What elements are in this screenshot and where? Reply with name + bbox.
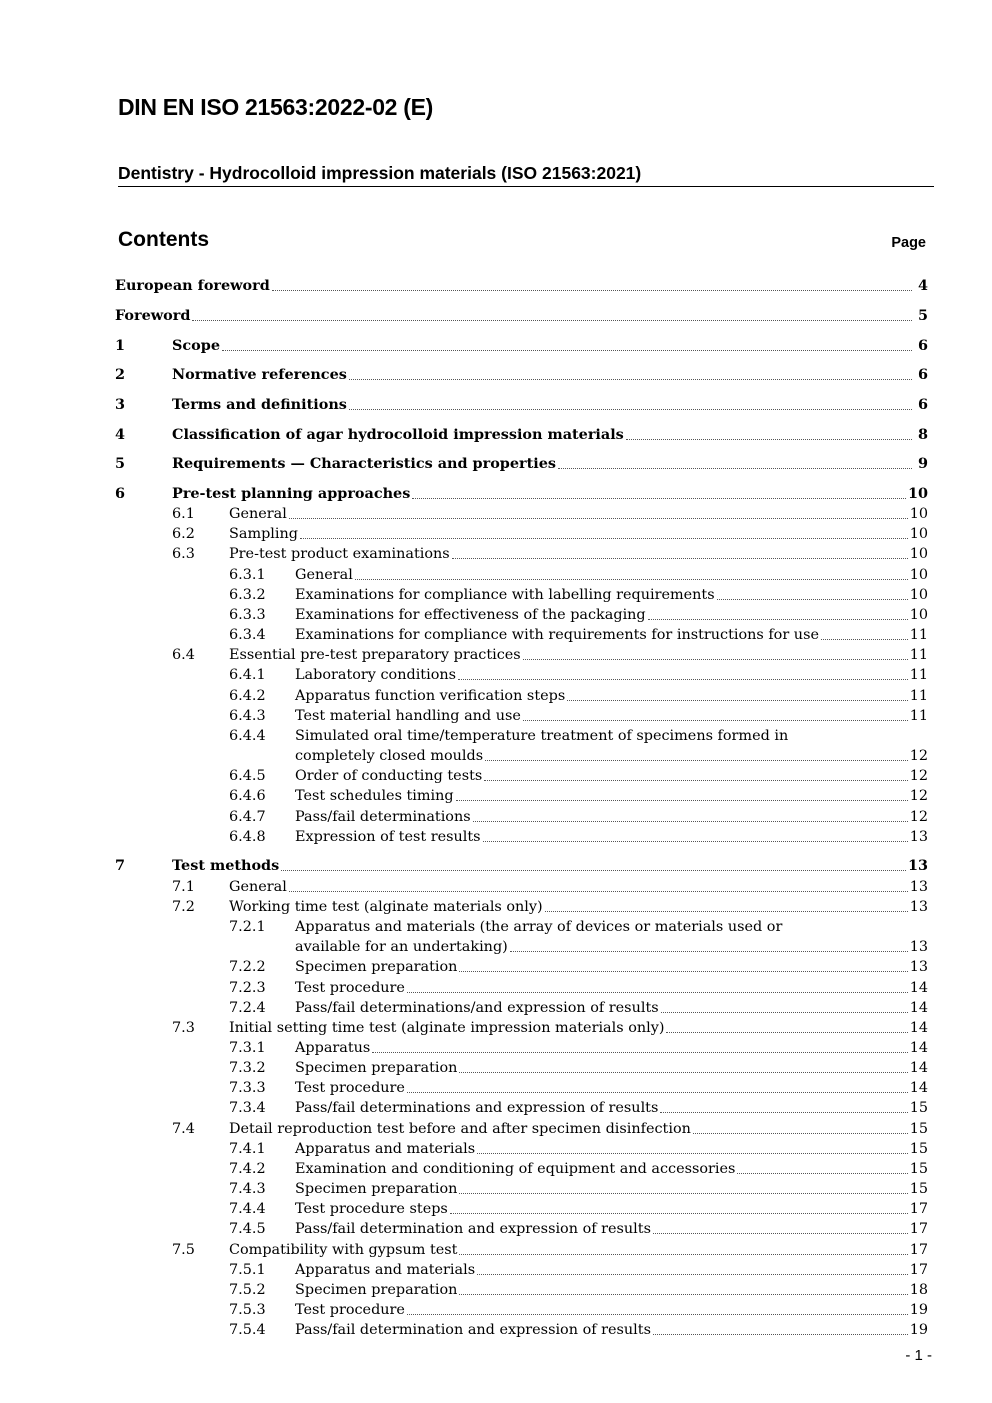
toc-entry[interactable] <box>0 1280 992 1300</box>
toc-leader-dots <box>281 870 906 871</box>
toc-entry[interactable] <box>0 454 992 474</box>
toc-entry-number: 6.4.3 <box>229 708 266 724</box>
toc-entry[interactable] <box>0 978 992 998</box>
toc-leader-dots <box>407 992 908 993</box>
toc-entry-page: 6 <box>917 396 928 413</box>
toc-entry-title: Initial setting time test (alginate impression materials only) <box>229 1020 665 1036</box>
toc-leader-dots <box>666 1032 907 1033</box>
toc-entry[interactable] <box>0 395 992 415</box>
toc-leader-dots <box>523 659 908 660</box>
toc-entry-page: 17 <box>909 1262 928 1278</box>
toc-entry-number: 7.5.4 <box>229 1322 266 1338</box>
toc-entry-number: 7.3.3 <box>229 1080 266 1096</box>
toc-entry-number: 5 <box>115 455 126 472</box>
toc-entry-page: 13 <box>909 829 928 845</box>
toc-entry-page: 11 <box>909 688 928 704</box>
toc-entry[interactable] <box>0 504 992 524</box>
toc-entry-page: 4 <box>917 277 928 294</box>
toc-entry[interactable] <box>0 1119 992 1139</box>
toc-leader-dots <box>510 951 908 952</box>
toc-leader-dots <box>456 800 908 801</box>
toc-leader-dots <box>222 350 912 351</box>
toc-entry-page: 13 <box>909 899 928 915</box>
toc-entry-page: 17 <box>909 1242 928 1258</box>
toc-entry[interactable] <box>0 1199 992 1219</box>
toc-leader-dots <box>459 1193 907 1194</box>
toc-entry[interactable] <box>0 957 992 977</box>
toc-entry-page: 13 <box>909 959 928 975</box>
toc-entry-page: 15 <box>909 1100 928 1116</box>
toc-entry[interactable] <box>0 1320 992 1340</box>
toc-entry-number: 7.5.2 <box>229 1282 266 1298</box>
toc-entry-title: Normative references <box>172 366 347 383</box>
toc-entry-title: Pass/fail determinations and expression of results <box>295 1100 659 1116</box>
toc-entry-title: Essential pre-test preparatory practices <box>229 647 521 663</box>
toc-entry-title: Specimen preparation <box>295 1060 458 1076</box>
toc-entry-title: Apparatus <box>295 1040 371 1056</box>
toc-entry-page: 6 <box>917 366 928 383</box>
toc-entry-page: 15 <box>909 1121 928 1137</box>
toc-entry-title: Compatibility with gypsum test <box>229 1242 458 1258</box>
toc-entry-title: Pass/fail determination and expression of results <box>295 1322 651 1338</box>
toc-entry-number: 7.4.5 <box>229 1221 266 1237</box>
toc-entry-title: Pre-test product examinations <box>229 546 450 562</box>
toc-entry-page: 6 <box>917 337 928 354</box>
toc-leader-dots <box>693 1133 908 1134</box>
toc-entry-number: 7 <box>115 857 126 874</box>
toc-leader-dots <box>407 1092 908 1093</box>
toc-entry-number: 6.4.2 <box>229 688 266 704</box>
toc-entry[interactable] <box>0 877 992 897</box>
toc-entry-title: Test procedure <box>295 980 405 996</box>
toc-entry-title[interactable]: Apparatus and materials (the array of devices or materials used or <box>295 919 783 935</box>
contents-heading: Contents <box>118 228 209 251</box>
toc-entry[interactable] <box>0 306 992 326</box>
toc-entry-title: Scope <box>172 337 220 354</box>
toc-leader-dots <box>626 439 912 440</box>
toc-entry-page: 11 <box>909 667 928 683</box>
toc-entry[interactable] <box>0 998 992 1018</box>
toc-entry-number: 7.4.3 <box>229 1181 266 1197</box>
toc-leader-dots <box>821 639 908 640</box>
toc-entry-page: 13 <box>909 939 928 955</box>
toc-leader-dots <box>484 780 907 781</box>
toc-leader-dots <box>459 1072 907 1073</box>
toc-entry-title: Pass/fail determinations <box>295 809 471 825</box>
toc-entry-page: 10 <box>909 567 928 583</box>
toc-leader-dots <box>523 720 908 721</box>
toc-entry-number: 7.5.1 <box>229 1262 266 1278</box>
toc-entry-title: Apparatus and materials <box>295 1262 476 1278</box>
toc-entry-title[interactable]: Simulated oral time/temperature treatment of specimens formed in <box>295 728 789 744</box>
toc-leader-dots <box>545 911 908 912</box>
toc-entry[interactable] <box>0 1018 992 1038</box>
toc-entry[interactable] <box>0 1260 992 1280</box>
toc-entry-title: Examinations for effectiveness of the packaging <box>295 607 646 623</box>
toc-entry-number: 6.3.3 <box>229 607 266 623</box>
toc-entry-title: Test schedules timing <box>295 788 454 804</box>
toc-entry[interactable] <box>0 1300 992 1320</box>
toc-entry-page: 14 <box>909 980 928 996</box>
toc-entry[interactable] <box>0 585 992 605</box>
toc-entry[interactable] <box>0 786 992 806</box>
toc-entry-title: Apparatus and materials <box>295 1141 476 1157</box>
toc-entry-number: 6.4.4 <box>229 728 266 744</box>
toc-entry-title-continued: available for an undertaking) <box>295 939 508 955</box>
toc-entry[interactable] <box>0 336 992 356</box>
toc-entry[interactable] <box>0 276 992 296</box>
toc-entry-title: Test material handling and use <box>295 708 521 724</box>
toc-entry-page: 14 <box>909 1060 928 1076</box>
toc-entry-number: 7.3.4 <box>229 1100 266 1116</box>
toc-entry[interactable] <box>0 365 992 385</box>
toc-entry-page: 13 <box>909 879 928 895</box>
toc-entry-number: 7.2 <box>172 899 195 915</box>
toc-entry[interactable] <box>0 827 992 847</box>
toc-leader-dots <box>452 558 908 559</box>
toc-leader-dots <box>459 1294 907 1295</box>
toc-leader-dots <box>485 760 908 761</box>
toc-leader-dots <box>289 518 908 519</box>
toc-entry-title: Test procedure <box>295 1302 405 1318</box>
toc-entry-page: 10 <box>909 587 928 603</box>
toc-entry-page: 18 <box>909 1282 928 1298</box>
toc-entry-title: Sampling <box>229 526 298 542</box>
toc-leader-dots <box>349 409 912 410</box>
toc-entry-page: 8 <box>917 426 928 443</box>
toc-entry-title: Requirements — Characteristics and properties <box>172 455 556 472</box>
toc-entry-number: 7.5 <box>172 1242 195 1258</box>
toc-entry[interactable] <box>0 484 992 504</box>
toc-entry-title: Terms and definitions <box>172 396 347 413</box>
toc-leader-dots <box>653 1233 908 1234</box>
toc-entry-page: 14 <box>909 1000 928 1016</box>
toc-entry[interactable] <box>0 937 992 957</box>
toc-entry-page: 14 <box>909 1020 928 1036</box>
toc-entry[interactable] <box>0 766 992 786</box>
toc-leader-dots <box>272 290 912 291</box>
toc-entry-title: Examination and conditioning of equipment and accessories <box>295 1161 736 1177</box>
toc-entry-number: 7.2.3 <box>229 980 266 996</box>
toc-entry-title: European foreword <box>115 277 270 294</box>
page-number: - 1 - <box>905 1347 932 1364</box>
toc-entry-number: 4 <box>115 426 126 443</box>
toc-leader-dots <box>300 538 908 539</box>
toc-entry-page: 12 <box>909 788 928 804</box>
toc-entry[interactable] <box>0 565 992 585</box>
toc-leader-dots <box>459 1254 907 1255</box>
toc-leader-dots <box>477 1153 908 1154</box>
toc-entry[interactable] <box>0 1159 992 1179</box>
toc-entry-title: Specimen preparation <box>295 959 458 975</box>
toc-leader-dots <box>653 1334 908 1335</box>
toc-entry-number: 6.3.1 <box>229 567 266 583</box>
toc-entry-title: Classification of agar hydrocolloid impression materials <box>172 426 624 443</box>
toc-entry-title: Test procedure <box>295 1080 405 1096</box>
toc-leader-dots <box>412 498 906 499</box>
toc-entry-number: 6.4.8 <box>229 829 266 845</box>
toc-entry-number: 3 <box>115 396 126 413</box>
toc-entry[interactable] <box>0 1219 992 1239</box>
toc-entry[interactable] <box>0 625 992 645</box>
toc-entry-title: Apparatus function verification steps <box>295 688 566 704</box>
toc-entry-title-continued: completely closed moulds <box>295 748 484 764</box>
toc-leader-dots <box>661 1012 908 1013</box>
toc-leader-dots <box>483 841 908 842</box>
toc-entry-number: 2 <box>115 366 126 383</box>
toc-leader-dots <box>477 1274 908 1275</box>
toc-entry-title: Expression of test results <box>295 829 481 845</box>
toc-entry-number: 6.1 <box>172 506 195 522</box>
toc-leader-dots <box>192 320 912 321</box>
toc-entry-page: 11 <box>909 647 928 663</box>
toc-entry[interactable] <box>0 706 992 726</box>
toc-entry[interactable] <box>0 856 992 876</box>
toc-entry[interactable] <box>0 645 992 665</box>
toc-entry[interactable] <box>0 1098 992 1118</box>
page-column-label: Page <box>891 235 926 251</box>
toc-entry-title: Test procedure steps <box>295 1201 448 1217</box>
toc-entry-number: 7.4.4 <box>229 1201 266 1217</box>
toc-entry-title: Test methods <box>172 857 280 874</box>
toc-leader-dots <box>355 579 908 580</box>
toc-entry-page: 14 <box>909 1040 928 1056</box>
toc-leader-dots <box>407 1314 908 1315</box>
toc-entry-number: 7.4.1 <box>229 1141 266 1157</box>
toc-entry-number: 7.2.2 <box>229 959 266 975</box>
toc-entry-page: 14 <box>909 1080 928 1096</box>
toc-entry-page: 9 <box>917 455 928 472</box>
toc-entry-number: 7.5.3 <box>229 1302 266 1318</box>
toc-entry[interactable] <box>0 1139 992 1159</box>
toc-leader-dots <box>349 379 912 380</box>
toc-entry[interactable] <box>0 425 992 445</box>
toc-entry-page: 19 <box>909 1302 928 1318</box>
toc-entry-title: Pass/fail determinations/and expression of results <box>295 1000 659 1016</box>
toc-entry-title: Order of conducting tests <box>295 768 483 784</box>
toc-leader-dots <box>717 599 908 600</box>
toc-leader-dots <box>648 619 908 620</box>
toc-leader-dots <box>450 1213 908 1214</box>
toc-entry-title: Specimen preparation <box>295 1282 458 1298</box>
toc-leader-dots <box>558 468 912 469</box>
toc-leader-dots <box>459 971 907 972</box>
toc-entry-number: 1 <box>115 337 126 354</box>
toc-entry-title: Pre-test planning approaches <box>172 485 411 502</box>
toc-entry[interactable] <box>0 524 992 544</box>
toc-entry-title: General <box>295 567 353 583</box>
toc-entry-number: 6.4.6 <box>229 788 266 804</box>
toc-entry-page: 19 <box>909 1322 928 1338</box>
toc-entry-number: 7.1 <box>172 879 195 895</box>
toc-entry-page: 12 <box>909 748 928 764</box>
toc-entry-number: 7.2.4 <box>229 1000 266 1016</box>
toc-entry[interactable] <box>0 686 992 706</box>
toc-entry-title: Pass/fail determination and expression of results <box>295 1221 651 1237</box>
toc-entry[interactable] <box>0 1038 992 1058</box>
toc-entry-title: Laboratory conditions <box>295 667 457 683</box>
toc-entry-page: 11 <box>909 708 928 724</box>
toc-entry[interactable] <box>0 807 992 827</box>
toc-entry-number: 6.3 <box>172 546 195 562</box>
toc-entry-page: 17 <box>909 1201 928 1217</box>
toc-entry-number: 7.3.2 <box>229 1060 266 1076</box>
toc-leader-dots <box>289 891 908 892</box>
toc-entry-title: General <box>229 506 287 522</box>
toc-leader-dots <box>372 1052 907 1053</box>
toc-entry-page: 10 <box>909 526 928 542</box>
toc-entry-page: 10 <box>909 546 928 562</box>
toc-leader-dots <box>473 821 908 822</box>
toc-leader-dots <box>737 1173 907 1174</box>
toc-entry-page: 12 <box>909 809 928 825</box>
toc-leader-dots <box>458 679 908 680</box>
toc-entry-number: 7.3.1 <box>229 1040 266 1056</box>
toc-entry-page: 13 <box>907 857 928 874</box>
toc-entry[interactable] <box>0 897 992 917</box>
toc-entry-number: 7.4.2 <box>229 1161 266 1177</box>
toc-entry-page: 11 <box>909 627 928 643</box>
toc-entry-number: 6.3.4 <box>229 627 266 643</box>
toc-entry[interactable] <box>0 1240 992 1260</box>
toc-entry-number: 7.2.1 <box>229 919 266 935</box>
toc-entry-page: 10 <box>909 506 928 522</box>
toc-leader-dots <box>660 1112 907 1113</box>
toc-entry[interactable] <box>0 1058 992 1078</box>
toc-entry-page: 10 <box>907 485 928 502</box>
toc-entry-title: Foreword <box>115 307 191 324</box>
toc-entry[interactable] <box>0 544 992 564</box>
toc-entry-page: 5 <box>917 307 928 324</box>
toc-entry[interactable] <box>0 746 992 766</box>
toc-entry-page: 17 <box>909 1221 928 1237</box>
toc-entry-number: 6 <box>115 485 126 502</box>
toc-entry-number: 7.3 <box>172 1020 195 1036</box>
toc-entry-page: 15 <box>909 1161 928 1177</box>
toc-entry-number: 6.4.7 <box>229 809 266 825</box>
toc-entry-title: Working time test (alginate materials only) <box>229 899 543 915</box>
toc-entry-number: 7.4 <box>172 1121 195 1137</box>
toc-entry[interactable] <box>0 1078 992 1098</box>
toc-entry-title: Specimen preparation <box>295 1181 458 1197</box>
toc-entry-page: 15 <box>909 1181 928 1197</box>
toc-entry-number: 6.4.1 <box>229 667 266 683</box>
toc-entry-title: Examinations for compliance with labelling requirements <box>295 587 715 603</box>
document-subtitle: Dentistry - Hydrocolloid impression materials (ISO 21563:2021) <box>118 163 642 183</box>
toc-entry-number: 6.4.5 <box>229 768 266 784</box>
toc-entry-page: 15 <box>909 1141 928 1157</box>
toc-entry-number: 6.2 <box>172 526 195 542</box>
toc-entry[interactable] <box>0 605 992 625</box>
toc-entry-number: 6.4 <box>172 647 195 663</box>
toc-entry-page: 12 <box>909 768 928 784</box>
toc-entry-page: 10 <box>909 607 928 623</box>
toc-entry-title: Detail reproduction test before and after specimen disinfection <box>229 1121 691 1137</box>
toc-entry[interactable] <box>0 665 992 685</box>
toc-entry[interactable] <box>0 1179 992 1199</box>
title-divider <box>118 186 934 187</box>
toc-entry-title: General <box>229 879 287 895</box>
toc-entry-number: 6.3.2 <box>229 587 266 603</box>
toc-leader-dots <box>567 700 907 701</box>
toc-entry-title: Examinations for compliance with requirements for instructions for use <box>295 627 819 643</box>
document-title: DIN EN ISO 21563:2022-02 (E) <box>118 94 434 120</box>
